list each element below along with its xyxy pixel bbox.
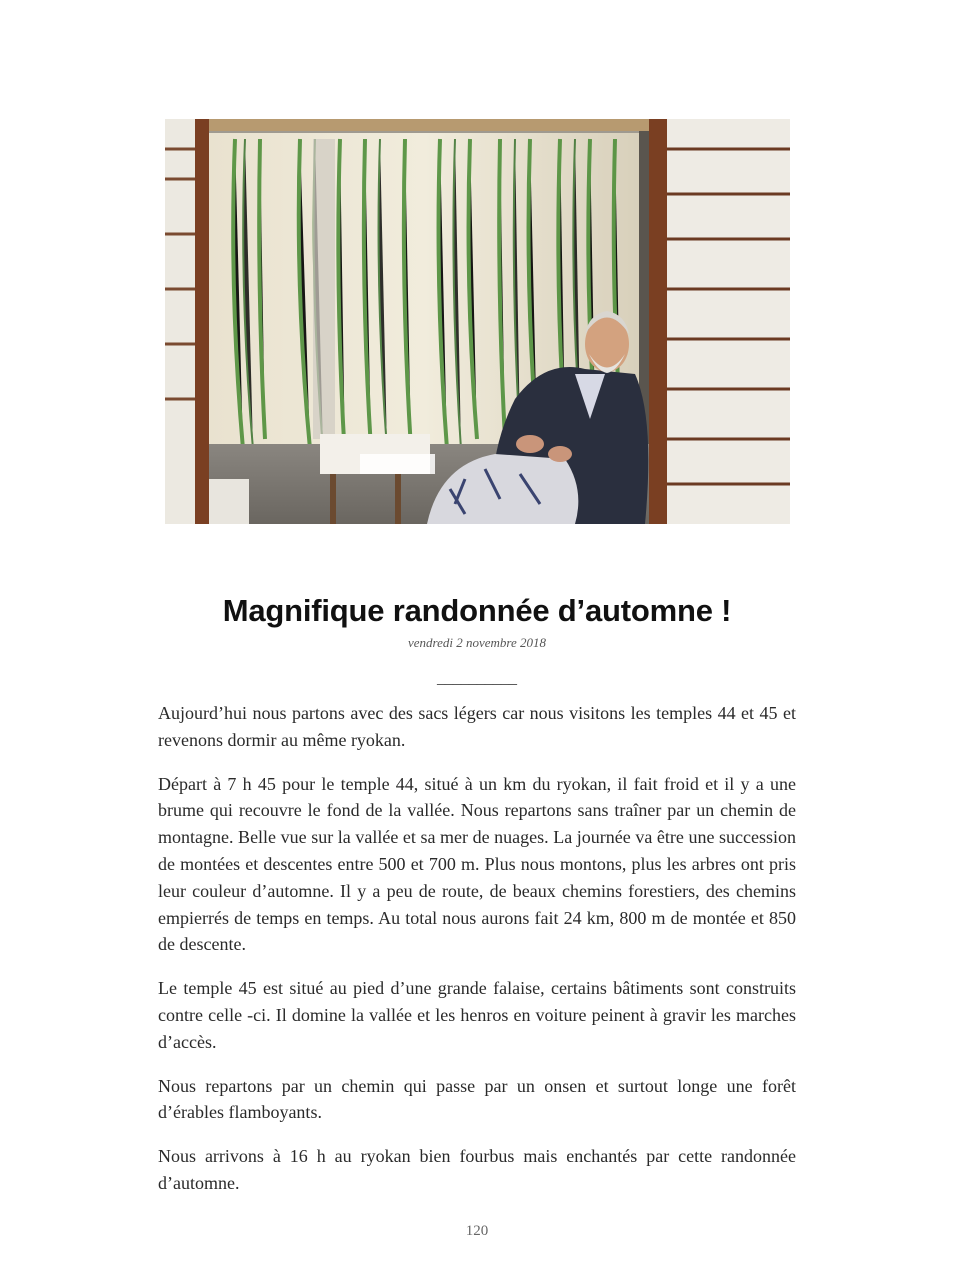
paragraph: Le temple 45 est situé au pied d’une grande falaise, certains bâtiments sont construits contre celle -ci. Il domine la vallée et les henros en voiture peinent à gravir les marches d’accès.: [158, 978, 796, 1052]
article-date: vendredi 2 novembre 2018: [407, 635, 547, 650]
article-body: [158, 700, 796, 1214]
paragraph: Départ à 7 h 45 pour le temple 44, situé à un km du ryokan, il fait froid et il y a une brume qui recouvre le fond de la vallée. Nous repartons sans traîner par un chemin de montagne. Belle vue sur la vallée et sa mer de nuages. La journée va être une succession de montées et descentes entre 500 et 700 m. Plus nous montons, plus les arbres ont pris leur couleur d’automne. Il y a peu de route, de beaux chemins forestiers, des chemins empierrés de temps en temps. Au total nous aurons fait 24 km, 800 m de montée et 850 de descente.: [158, 773, 796, 955]
paragraph: Nous repartons par un chemin qui passe par un onsen et surtout longe une forêt d’érables flamboyants.: [158, 1075, 796, 1123]
paragraph: Aujourd’hui nous partons avec des sacs légers car nous visitons les temples 44 et 45 et revenons dormir au même ryokan.: [158, 703, 796, 750]
page-number: 120: [465, 1223, 489, 1239]
title-separator: __________: [437, 670, 517, 687]
photo-icon: [165, 119, 790, 524]
ryokan-room-photo: [165, 119, 790, 524]
paragraph: Nous arrivons à 16 h au ryokan bien fourbus mais enchantés par cette randonnée d’automne.: [158, 1146, 796, 1193]
article-title: Magnifique randonnée d’automne !: [222, 593, 732, 628]
